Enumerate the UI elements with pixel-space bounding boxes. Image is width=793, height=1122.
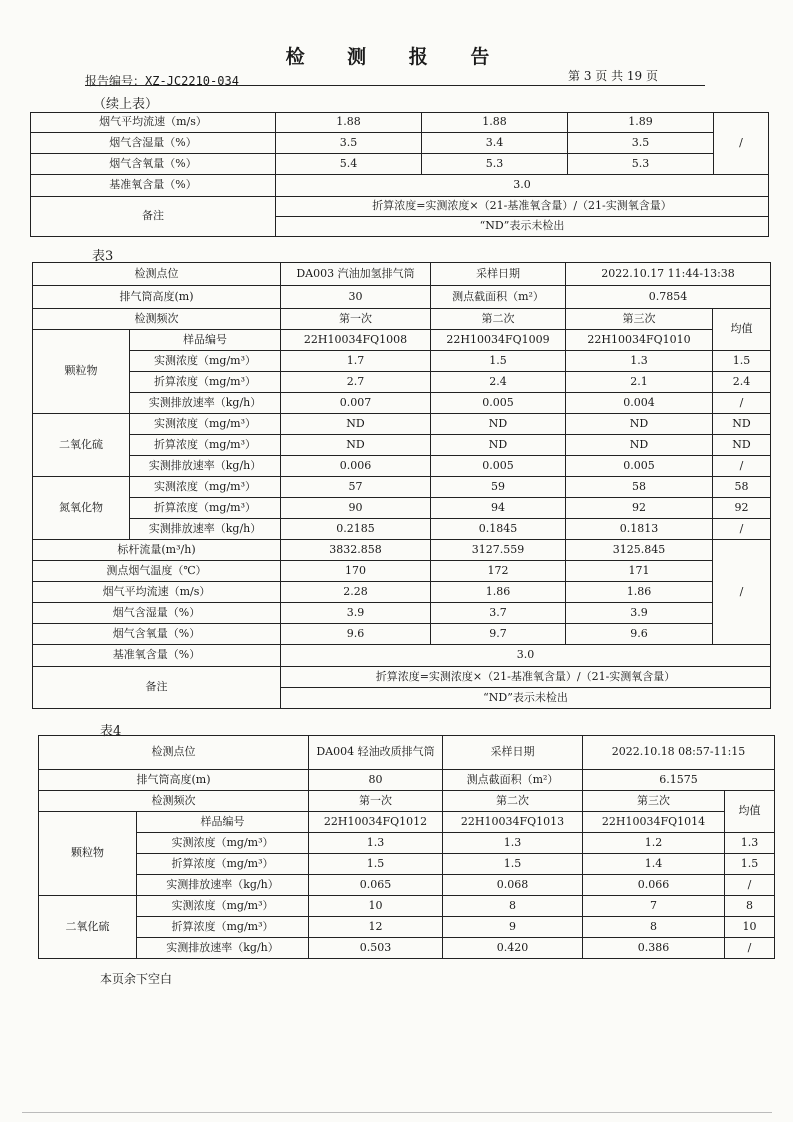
page-bottom-rule <box>22 1112 772 1113</box>
avg-cell: 2.4 <box>713 372 771 393</box>
run-header: 第三次 <box>583 791 725 812</box>
cell: 1.4 <box>583 854 725 875</box>
cell: 8 <box>583 917 725 938</box>
cell: 22H10034FQ1008 <box>281 330 431 351</box>
cell: 1.3 <box>443 833 583 854</box>
cell: 1.2 <box>583 833 725 854</box>
row-label: 烟气含氧量（%） <box>33 624 281 645</box>
cell: 1.5 <box>431 351 566 372</box>
cell: 57 <box>281 477 431 498</box>
height-value: 30 <box>281 286 431 309</box>
cell: 22H10034FQ1012 <box>309 812 443 833</box>
cell: 1.89 <box>568 113 714 133</box>
cell: 10 <box>309 896 443 917</box>
avg-cell: 92 <box>713 498 771 519</box>
cell: 0.004 <box>566 393 713 414</box>
cell: 1.5 <box>443 854 583 875</box>
cell: 3.9 <box>566 603 713 624</box>
row-label: 实测排放速率（kg/h） <box>130 519 281 540</box>
avg-cell: / <box>714 113 769 175</box>
cell: 0.1845 <box>431 519 566 540</box>
cell: 1.86 <box>566 582 713 603</box>
cell: ND <box>431 435 566 456</box>
row-label: 折算浓度（mg/m³） <box>130 435 281 456</box>
cell: 1.86 <box>431 582 566 603</box>
row-label: 实测排放速率（kg/h） <box>137 938 309 959</box>
header-rule <box>85 85 705 86</box>
area-value: 0.7854 <box>566 286 771 309</box>
group-name: 氮氧化物 <box>33 477 130 540</box>
cell: 5.3 <box>422 154 568 175</box>
remark-text: “ND”表示未检出 <box>281 688 771 709</box>
cell: 172 <box>431 561 566 582</box>
cell: 1.3 <box>309 833 443 854</box>
cell: 7 <box>583 896 725 917</box>
cell: ND <box>566 414 713 435</box>
area-label: 测点截面积（m²） <box>443 770 583 791</box>
row-label: 折算浓度（mg/m³） <box>130 372 281 393</box>
height-label: 排气筒高度(m) <box>33 286 281 309</box>
row-label: 烟气含氧量（%） <box>31 154 276 175</box>
row-label: 折算浓度（mg/m³） <box>130 498 281 519</box>
row-label: 折算浓度（mg/m³） <box>137 854 309 875</box>
avg-cell: 1.5 <box>713 351 771 372</box>
cell: 0.066 <box>583 875 725 896</box>
row-label: 基准氧含量（%） <box>31 175 276 197</box>
freq-label: 检测频次 <box>39 791 309 812</box>
cell: 92 <box>566 498 713 519</box>
avg-header: 均值 <box>725 791 775 833</box>
cell: 0.005 <box>566 456 713 477</box>
cell: 0.386 <box>583 938 725 959</box>
cell: 1.88 <box>422 113 568 133</box>
avg-cell: / <box>713 456 771 477</box>
cell: 2.28 <box>281 582 431 603</box>
cell: 3.9 <box>281 603 431 624</box>
avg-header: 均值 <box>713 309 771 351</box>
avg-cell: 8 <box>725 896 775 917</box>
cell: 58 <box>566 477 713 498</box>
table3 <box>32 262 771 709</box>
row-label: 烟气含湿量（%） <box>31 133 276 154</box>
continued-table <box>30 112 769 237</box>
cell: 9.6 <box>566 624 713 645</box>
cell: ND <box>281 435 431 456</box>
cell: 0.2185 <box>281 519 431 540</box>
remark-label: 备注 <box>31 197 276 237</box>
date-label: 采样日期 <box>431 263 566 286</box>
cell: 2.4 <box>431 372 566 393</box>
cell: 0.065 <box>309 875 443 896</box>
cell: 94 <box>431 498 566 519</box>
date-value: 2022.10.17 11:44-13:38 <box>566 263 771 286</box>
run-header: 第一次 <box>281 309 431 330</box>
cell: 22H10034FQ1010 <box>566 330 713 351</box>
row-label: 实测浓度（mg/m³） <box>137 896 309 917</box>
avg-cell: / <box>725 938 775 959</box>
cell: 171 <box>566 561 713 582</box>
row-label: 基准氧含量（%） <box>33 645 281 667</box>
cell: 0.005 <box>431 456 566 477</box>
date-label: 采样日期 <box>443 736 583 770</box>
cell: 1.3 <box>566 351 713 372</box>
page-indicator: 第 3 页 共 19 页 <box>568 69 658 83</box>
date-value: 2022.10.18 08:57-11:15 <box>583 736 775 770</box>
height-label: 排气筒高度(m) <box>39 770 309 791</box>
cell: 22H10034FQ1014 <box>583 812 725 833</box>
row-label: 烟气含湿量（%） <box>33 603 281 624</box>
avg-cell: 1.3 <box>725 833 775 854</box>
point-value: DA003 汽油加氢排气筒 <box>281 263 431 286</box>
cell: 1.7 <box>281 351 431 372</box>
group-name: 颗粒物 <box>33 330 130 414</box>
point-label: 检测点位 <box>33 263 281 286</box>
avg-cell: / <box>713 519 771 540</box>
avg-cell: ND <box>713 414 771 435</box>
cell: 3.5 <box>276 133 422 154</box>
cell: 22H10034FQ1013 <box>443 812 583 833</box>
row-label: 烟气平均流速（m/s） <box>33 582 281 603</box>
cell: 0.007 <box>281 393 431 414</box>
cell: ND <box>281 414 431 435</box>
cell: 3.4 <box>422 133 568 154</box>
cell: 3.5 <box>568 133 714 154</box>
remark-text: 折算浓度=实测浓度×（21-基准氧含量）/（21-实测氧含量） <box>281 667 771 688</box>
cell: 9 <box>443 917 583 938</box>
report-number: 报告编号：XZ-JC2210-034 <box>85 74 239 88</box>
remark-text: “ND”表示未检出 <box>276 217 769 237</box>
cell: 90 <box>281 498 431 519</box>
remark-label: 备注 <box>33 667 281 709</box>
run-header: 第二次 <box>443 791 583 812</box>
group-name: 颗粒物 <box>39 812 137 896</box>
row-label: 实测排放速率（kg/h） <box>137 875 309 896</box>
run-header: 第二次 <box>431 309 566 330</box>
point-value: DA004 轻油改质排气筒 <box>309 736 443 770</box>
cell: 1.5 <box>309 854 443 875</box>
cell: 0.420 <box>443 938 583 959</box>
row-label: 实测浓度（mg/m³） <box>130 477 281 498</box>
table4 <box>38 735 775 959</box>
group-name: 二氧化硫 <box>33 414 130 477</box>
row-label: 标杆流量(m³/h) <box>33 540 281 561</box>
cell: 0.005 <box>431 393 566 414</box>
cell: ND <box>566 435 713 456</box>
cell: 1.88 <box>276 113 422 133</box>
cell: 5.4 <box>276 154 422 175</box>
cell: 9.7 <box>431 624 566 645</box>
freq-label: 检测频次 <box>33 309 281 330</box>
page-end-note: 本页余下空白 <box>100 972 173 986</box>
row-label: 实测浓度（mg/m³） <box>130 414 281 435</box>
avg-cell: / <box>713 393 771 414</box>
avg-cell: ND <box>713 435 771 456</box>
row-label: 测点烟气温度（℃） <box>33 561 281 582</box>
cell: 3832.858 <box>281 540 431 561</box>
cell: 22H10034FQ1009 <box>431 330 566 351</box>
avg-cell: 10 <box>725 917 775 938</box>
report-title: 检 测 报 告 <box>285 46 508 68</box>
avg-cell: / <box>725 875 775 896</box>
point-label: 检测点位 <box>39 736 309 770</box>
row-label: 烟气平均流速（m/s） <box>31 113 276 133</box>
cell: 3125.845 <box>566 540 713 561</box>
cell: 0.068 <box>443 875 583 896</box>
avg-cell: 58 <box>713 477 771 498</box>
row-label: 实测浓度（mg/m³） <box>137 833 309 854</box>
avg-cell: 1.5 <box>725 854 775 875</box>
height-value: 80 <box>309 770 443 791</box>
table3-caption: 表3 <box>92 249 114 264</box>
cell: 170 <box>281 561 431 582</box>
run-header: 第三次 <box>566 309 713 330</box>
cell: 0.1813 <box>566 519 713 540</box>
remark-text: 折算浓度=实测浓度×（21-基准氧含量）/（21-实测氧含量） <box>276 197 769 217</box>
row-label: 实测排放速率（kg/h） <box>130 456 281 477</box>
table4-caption: 表4 <box>100 724 122 739</box>
avg-cell: / <box>713 540 771 645</box>
cell: 12 <box>309 917 443 938</box>
cell: 59 <box>431 477 566 498</box>
cell: 2.7 <box>281 372 431 393</box>
row-label: 实测排放速率（kg/h） <box>130 393 281 414</box>
cell: 3.7 <box>431 603 566 624</box>
row-label: 实测浓度（mg/m³） <box>130 351 281 372</box>
row-label: 样品编号 <box>130 330 281 351</box>
row-label: 样品编号 <box>137 812 309 833</box>
cell: 3.0 <box>281 645 771 667</box>
cell: 0.503 <box>309 938 443 959</box>
cell: 8 <box>443 896 583 917</box>
cell: 9.6 <box>281 624 431 645</box>
continued-label: （续上表） <box>93 97 159 112</box>
cell: 2.1 <box>566 372 713 393</box>
row-label: 折算浓度（mg/m³） <box>137 917 309 938</box>
cell: 3.0 <box>276 175 769 197</box>
cell: 3127.559 <box>431 540 566 561</box>
cell: 0.006 <box>281 456 431 477</box>
cell: 5.3 <box>568 154 714 175</box>
group-name: 二氧化硫 <box>39 896 137 959</box>
area-label: 测点截面积（m²） <box>431 286 566 309</box>
run-header: 第一次 <box>309 791 443 812</box>
area-value: 6.1575 <box>583 770 775 791</box>
cell: ND <box>431 414 566 435</box>
